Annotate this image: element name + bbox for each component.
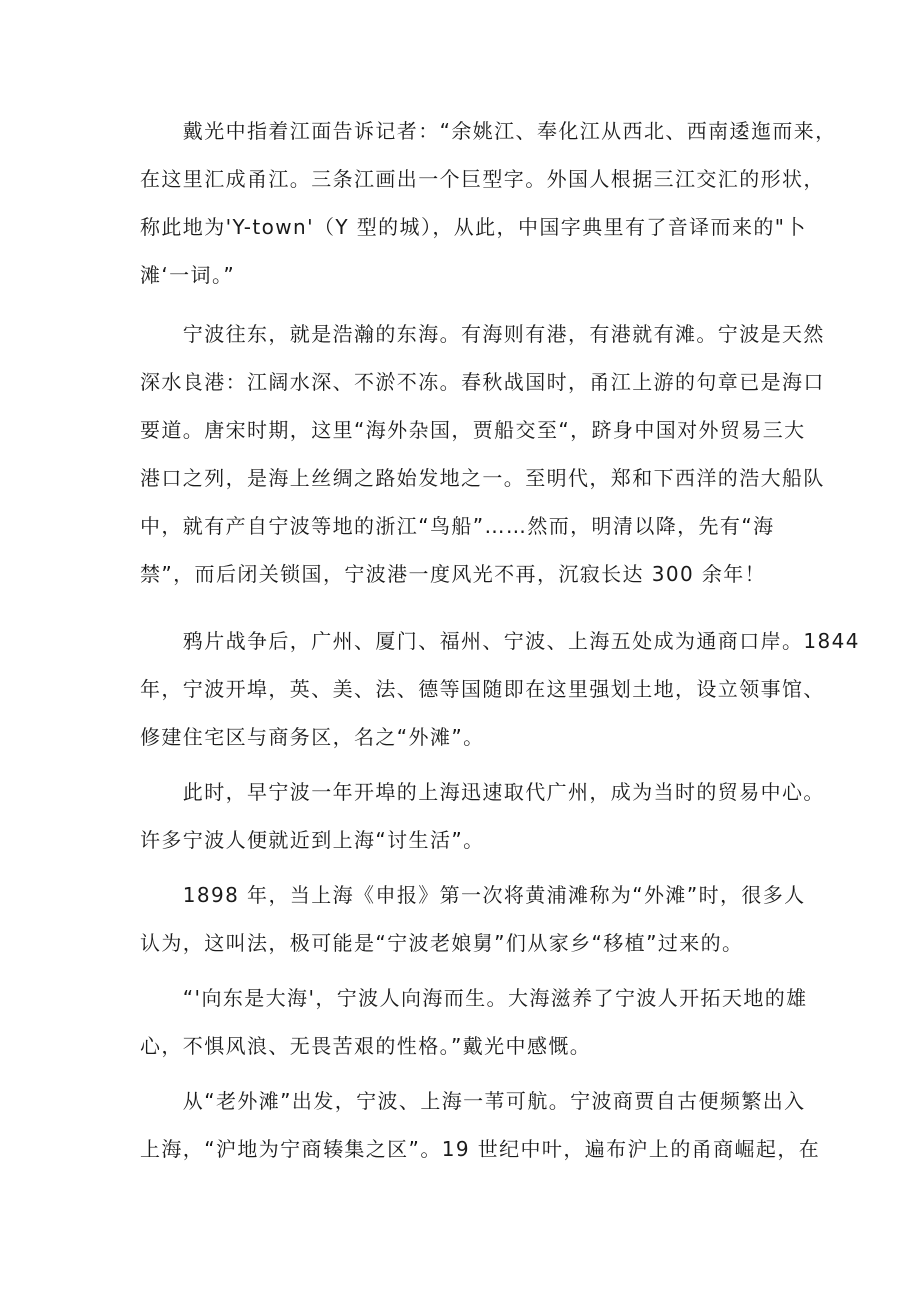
paragraph-7 <box>140 1077 821 1173</box>
text-line: 心，不惧风浪、无畏苦艰的性格。”戴光中感慨。 <box>140 1034 592 1058</box>
text-line: 鸦片战争后，广州、厦门、福州、宁波、上海五处成为通商口岸。1844 <box>140 629 860 653</box>
paragraph-1 <box>140 107 837 299</box>
text-line: 滩‘一词。” <box>140 263 236 287</box>
text-line: 1898 年，当上海《申报》第一次将黄浦滩称为“外滩”时，很多人 <box>140 883 806 907</box>
text-line: 年，宁波开埠，英、美、法、德等国随即在这里强划土地，设立领事馆、 <box>140 677 825 701</box>
text-line: 上海，“沪地为宁商辏集之区”。19 世纪中叶，遍布沪上的甬商崛起，在 <box>140 1137 821 1161</box>
text-line: 宁波往东，就是浩瀚的东海。有海则有港，有港就有滩。宁波是天然 <box>140 322 825 346</box>
text-line: 要道。唐宋时期，这里“海外杂国，贾船交至“，跻身中国对外贸易三大 <box>140 418 806 442</box>
paragraph-2 <box>140 310 825 598</box>
text-line: 禁”，而后闭关锁国，宁波港一度风光不再，沉寂长达 300 余年！ <box>140 562 767 586</box>
text-line: 此时，早宁波一年开埠的上海迅速取代广州，成为当时的贸易中心。 <box>140 780 825 804</box>
text-line: “'向东是大海'，宁波人向海而生。大海滋养了宁波人开拓天地的雄 <box>140 986 808 1010</box>
text-line: 称此地为'Y-town'（Y 型的城），从此，中国字典里有了音译而来的"卜 <box>140 215 807 239</box>
text-line: 戴光中指着江面告诉记者：“余姚江、奉化江从西北、西南逶迤而来， <box>140 119 837 143</box>
text-line: 认为，这叫法，极可能是“宁波老娘舅”们从家乡“移植”过来的。 <box>140 931 744 955</box>
paragraph-3 <box>140 617 860 761</box>
text-line: 修建住宅区与商务区，名之“外滩”。 <box>140 725 485 749</box>
text-line: 从“老外滩”出发，宁波、上海一苇可航。宁波商贾自古便频繁出入 <box>140 1089 806 1113</box>
text-line: 许多宁波人便就近到上海“讨生活”。 <box>140 828 485 852</box>
paragraph-4 <box>140 768 825 864</box>
text-line: 港口之列，是海上丝绸之路始发地之一。至明代，郑和下西洋的浩大船队 <box>140 466 825 490</box>
text-line: 中，就有产自宁波等地的浙江“鸟船”……然而，明清以降，先有“海 <box>140 514 775 538</box>
text-line: 在这里汇成甬江。三条江画出一个巨型字。外国人根据三江交汇的形状， <box>140 167 825 191</box>
text-line: 深水良港：江阔水深、不淤不冻。春秋战国时，甬江上游的句章已是海口 <box>140 370 825 394</box>
paragraph-6 <box>140 974 808 1070</box>
paragraph-5 <box>140 871 806 967</box>
